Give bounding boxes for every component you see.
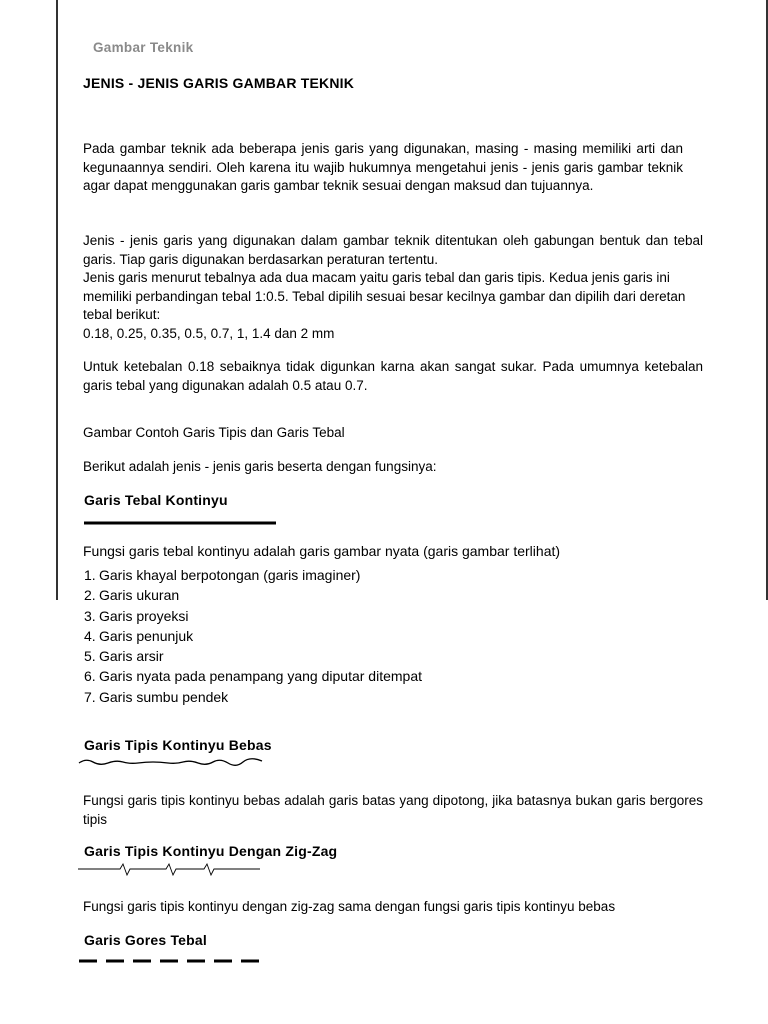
section-heading-thick-continuous: Garis Tebal Kontinyu <box>84 492 228 508</box>
thin-zigzag-description: Fungsi garis tipis kontinyu dengan zig-zag sama dengan fungsi garis tipis kontinyu bebas <box>83 899 616 914</box>
list-item: 2. Garis ukuran <box>84 587 180 604</box>
thick-continuous-description: Fungsi garis tebal kontinyu adalah garis gambar nyata (garis gambar terlihat) <box>83 543 561 559</box>
list-item: 3. Garis proyeksi <box>84 607 189 624</box>
intro-paragraph: Pada gambar teknik ada beberapa jenis garis yang digunakan, masing - masing memiliki arti dan kegunaannya sendiri. Oleh karena itu wajib hukumnya mengetahui jenis - jenis garis gambar teknik agar dapat menggunakan garis gambar teknik sesuai dengan maksud dan tujuannya. <box>83 141 683 193</box>
functions-intro: Berikut adalah jenis - jenis garis beserta dengan fungsinya: <box>83 459 437 474</box>
thickness-series: 0.18, 0.25, 0.35, 0.5, 0.7, 1, 1.4 dan 2 mm <box>83 325 335 341</box>
thick-dashed-line-sample <box>79 957 265 965</box>
thin-zigzag-line-sample <box>78 860 264 880</box>
left-margin-rule <box>56 0 58 600</box>
section-heading-thick-dashed: Garis Gores Tebal <box>84 932 207 948</box>
thin-freehand-line-sample <box>78 756 268 770</box>
list-item: 7. Garis sumbu pendek <box>84 688 229 705</box>
section-heading-thin-zigzag: Garis Tipis Kontinyu Dengan Zig-Zag <box>84 843 338 859</box>
thickness-note-paragraph: Untuk ketebalan 0.18 sebaiknya tidak digunkan karna akan sangat sukar. Pada umumnya ketebalan garis tebal yang digunakan adalah 0.5 atau 0.7. <box>83 359 703 393</box>
thick-continuous-uses-list <box>84 565 422 707</box>
line-types-paragraph <box>83 232 703 343</box>
page-title: JENIS - JENIS GARIS GAMBAR TEKNIK <box>83 75 355 91</box>
line-types-text-2: Jenis garis menurut tebalnya ada dua macam yaitu garis tebal dan garis tipis. Kedua jenis garis ini memiliki perbandingan tebal 1:0.5. Tebal dipilih sesuai besar kecilnya gambar dan dipilih dari deretan tebal berikut: <box>83 270 686 322</box>
thin-freehand-description: Fungsi garis tipis kontinyu bebas adalah garis batas yang dipotong, jika batasnya bukan garis bergores tipis <box>83 793 703 827</box>
line-types-text-1: Jenis - jenis garis yang digunakan dalam gambar teknik ditentukan oleh gabungan bentuk dan tebal garis. Tiap garis digunakan berdasarkan peraturan tertentu. <box>83 233 703 267</box>
section-heading-thin-freehand: Garis Tipis Kontinyu Bebas <box>84 737 272 753</box>
list-item: 6. Garis nyata pada penampang yang diputar ditempat <box>84 668 422 685</box>
page-header: Gambar Teknik <box>93 40 194 55</box>
thick-continuous-line-sample <box>84 519 278 527</box>
list-item: 4. Garis penunjuk <box>84 627 194 644</box>
example-caption: Gambar Contoh Garis Tipis dan Garis Tebal <box>83 425 345 440</box>
list-item: 5. Garis arsir <box>84 648 164 665</box>
list-item: 1. Garis khayal berpotongan (garis imaginer) <box>84 567 361 583</box>
